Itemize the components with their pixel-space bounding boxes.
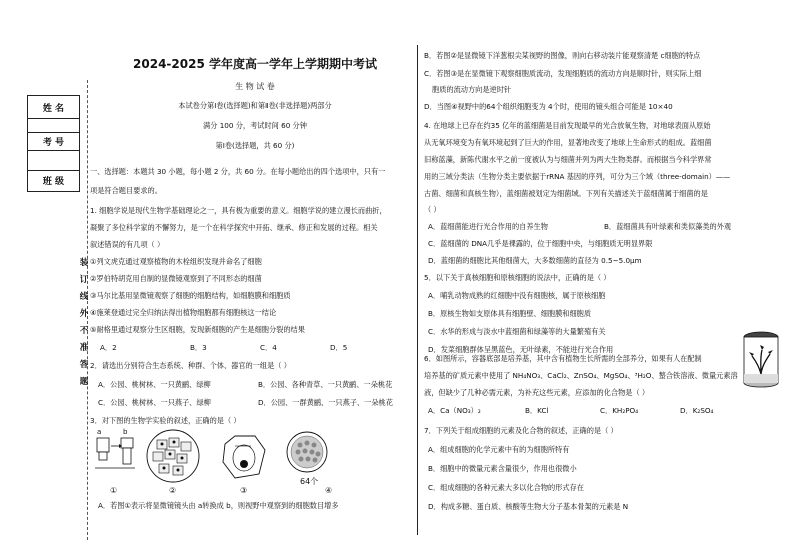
question-1-text: 叙述错误的有几项（ ） <box>90 240 165 249</box>
figure-number-1: ① <box>110 486 118 495</box>
option-b[interactable]: B．原核生物如支原体具有细胞壁、细胞膜和细胞质 <box>428 309 592 318</box>
cytoplasm-flow-figure <box>223 436 265 478</box>
figure-number-3: ③ <box>240 486 248 495</box>
question-4-text: 用的三域分类法（生物分类主要依据于rRNA 基因的序列，可分为三个域（three-domain）—— <box>424 172 731 181</box>
statement-item: ③马尔比基用显微镜观察了细胞的细胞结构，如细胞膜和细胞质 <box>90 291 291 300</box>
option-d[interactable]: D．K₂SO₄ <box>680 406 714 415</box>
binding-char: 外 <box>79 309 89 319</box>
lens-label-a: a <box>97 428 102 436</box>
exam-no-blank[interactable] <box>28 150 79 171</box>
option-c[interactable]: C．4 <box>260 343 277 352</box>
option-c[interactable]: C．蓝细菌的 DNA几乎是裸露的，位于细胞中央，与细胞质无明显界限 <box>428 239 653 248</box>
option-a[interactable]: A．公园、桃树林、一只黄鹂、绿柳 <box>98 380 211 389</box>
column-divider <box>417 45 418 535</box>
name-label: 姓 名 <box>42 104 65 114</box>
experiment-figures <box>95 428 395 500</box>
figure-number-2: ② <box>169 486 177 495</box>
option-c[interactable]: C．水华的形成与淡水中蓝细菌和绿藻等的大量繁殖有关 <box>428 327 606 336</box>
objective-lens-figure <box>95 438 135 468</box>
question-4-text: 从无氧环境变为有氧环境起到了巨大的作用，显著地改变了地球上生命形式的组成。蓝细菌 <box>424 138 712 147</box>
score-time-info: 满分 100 分，考试时间 60 分钟 <box>203 121 307 130</box>
option-c[interactable]: C．若图③是在显微镜下观察细胞质流动，发现细胞质的流动方向是顺时针，则实际上细 <box>424 69 702 78</box>
sixty-four-cells-figure <box>287 432 327 472</box>
option-a[interactable]: A．哺乳动物成熟的红细胞中没有细胞核，属于原核细胞 <box>428 291 606 300</box>
option-b[interactable]: B．3 <box>190 343 207 352</box>
option-d[interactable]: D．当图④视野中的64个组织细胞变为 4个时，使用的镜头组合可能是 10×40 <box>424 102 673 111</box>
exam-no-label: 考 号 <box>42 138 65 148</box>
binding-char: 题 <box>79 377 89 387</box>
question-3-text: 3．对下图的生物学实验的叙述，正确的是（ ） <box>90 416 241 425</box>
option-b[interactable]: B．公园、各种青草、一只黄鹂、一朵桃花 <box>258 380 393 389</box>
name-blank[interactable] <box>28 118 79 133</box>
question-1-text: 凝聚了多位科学家的不懈努力，是一个在科学探究中开拓、继承、修正和发展的过程。相关 <box>90 223 378 232</box>
lens-label-b: b <box>123 428 128 436</box>
question-7-text: 7．下列关于组成细胞的元素及化合物的叙述，正确的是（ ） <box>424 426 618 435</box>
cell-count-label: 64个 <box>300 477 319 486</box>
option-a[interactable]: A．2 <box>100 343 117 352</box>
question-5-text: 5．以下关于真核细胞和原核细胞的说法中，正确的是（ ） <box>424 273 611 282</box>
option-c[interactable]: C．组成细胞的各种元素大多以化合物的形式存在 <box>428 483 584 492</box>
class-cell <box>28 170 79 190</box>
section-intro-cont: 项是符合题目要求的。 <box>90 186 162 195</box>
question-1-text: 1. 细胞学说是现代生物学基础理论之一，具有极为重要的意义。细胞学说的建立漫长而曲折， <box>90 206 387 215</box>
option-d[interactable]: D．公园、一群黄鹂、一只燕子、一朵桃花 <box>258 398 393 407</box>
culture-jar-figure <box>740 330 782 390</box>
binding-warning <box>77 255 91 391</box>
option-c-cont: 胞质的流动方向是逆时针 <box>432 85 512 94</box>
binding-char: 准 <box>79 343 89 353</box>
statement-item: ⑤耐格里通过观察分生区细胞，发现新细胞的产生是细胞分裂的结果 <box>90 325 305 334</box>
question-4-text: 4. 在地球上已存在约35 亿年的蓝细菌是目前发现最早的光合放氧生物，对地球表面从原始 <box>424 121 711 130</box>
statement-item: ①列文虎克通过观察植物的木栓组织发现并命名了细胞 <box>90 257 262 266</box>
statement-item: ②罗伯特胡克用自制的显微镜观察到了不同形态的细菌 <box>90 274 262 283</box>
question-4-text: 古菌、细菌和真核生物），蓝细菌被划定为细菌域。下列有关描述关于蓝细菌属于细菌的是 <box>424 189 708 198</box>
option-c[interactable]: C．公园、桃树林、一只燕子、绿柳 <box>98 398 211 407</box>
option-d[interactable]: D．发菜细胞群体呈黑蓝色，无叶绿素，不能进行光合作用 <box>428 345 614 354</box>
root-tip-cells-figure <box>147 430 199 482</box>
binding-char: 不 <box>79 326 89 336</box>
binding-char: 线 <box>79 292 89 302</box>
question-2-text: 2．请选出分别符合生态系统、种群、个体、器官的一组是（ ） <box>90 361 291 370</box>
option-b[interactable]: B．KCl <box>525 406 549 415</box>
exam-title: 2024-2025 学年度高一学年上学期期中考试 <box>133 57 377 71</box>
name-cell <box>28 96 79 119</box>
option-a[interactable]: A．Ca（NO₃）₂ <box>428 406 481 415</box>
binding-char: 装 <box>79 258 89 268</box>
option-b[interactable]: B．若图②是显微镜下洋葱根尖某视野的图像，则向右移动装片能观察清楚 c细胞的特点 <box>424 51 701 60</box>
option-b[interactable]: B．蓝细菌具有叶绿素和类似藻类的外观 <box>604 222 732 231</box>
binding-char: 订 <box>79 275 89 285</box>
option-d[interactable]: D．构成多糖、蛋白质、核酸等生物大分子基本骨架的元素是 N <box>428 502 629 511</box>
class-label: 班 级 <box>42 177 65 187</box>
figure-number-4: ④ <box>325 486 333 495</box>
question-6-text: 液，但缺少了几种必需元素，为补充这些元素，应添加的化合物是（ ） <box>424 388 650 397</box>
subject-title: 生 物 试 卷 <box>235 82 275 91</box>
exam-no-cell <box>28 132 79 151</box>
option-d[interactable]: D．5 <box>330 343 348 352</box>
question-6-text: 6．如图所示，容器底部是培养基，其中含有植物生长所需的全部养分，如果有人在配制 <box>424 354 702 363</box>
option-c[interactable]: C．KH₂PO₄ <box>600 406 639 415</box>
paper-info: 本试卷分第Ⅰ卷(选择题)和第Ⅱ卷(非选择题)两部分 <box>178 101 332 110</box>
section-intro: 一、选择题：本题共 30 小题，每小题 2 分，共 60 分。在每小题给出的四个选项中，只有一 <box>90 167 386 176</box>
culture-jar-svg <box>740 330 782 390</box>
option-b[interactable]: B．细胞中的微量元素含量很少，作用也很微小 <box>428 464 577 473</box>
option-a[interactable]: A．若图①表示将显微镜镜头由 a转换成 b，则视野中观察到的细胞数目增多 <box>98 501 339 510</box>
part-one-heading: 第Ⅰ卷(选择题，共 60 分) <box>215 141 295 150</box>
option-d[interactable]: D．蓝细菌的细胞比其他细菌大，大多数细菌的直径为 0.5~5.0μm <box>428 256 642 265</box>
question-6-text: 培养基的矿质元素中使用了 NH₄NO₃、CaCl₂、ZnSO₄、MgSO₄、³H₂O、螯合铁溶液、微量元素溶 <box>424 371 738 380</box>
binding-char: 答 <box>79 360 89 370</box>
answer-blank: （ ） <box>424 205 441 214</box>
option-a[interactable]: A．蓝细菌能进行光合作用的自养生物 <box>428 222 548 231</box>
option-a[interactable]: A．组成细胞的化学元素中有的为细胞所特有 <box>428 445 570 454</box>
statement-item: ④施莱登通过完全归纳法得出植物细胞都有细胞核这一结论 <box>90 308 277 317</box>
question-4-text: 旧称蓝藻，新陈代谢水平之前一度被认为与细菌并列为两大生物类群。而根据当今科学界常 <box>424 155 712 164</box>
student-info-box <box>27 95 80 192</box>
